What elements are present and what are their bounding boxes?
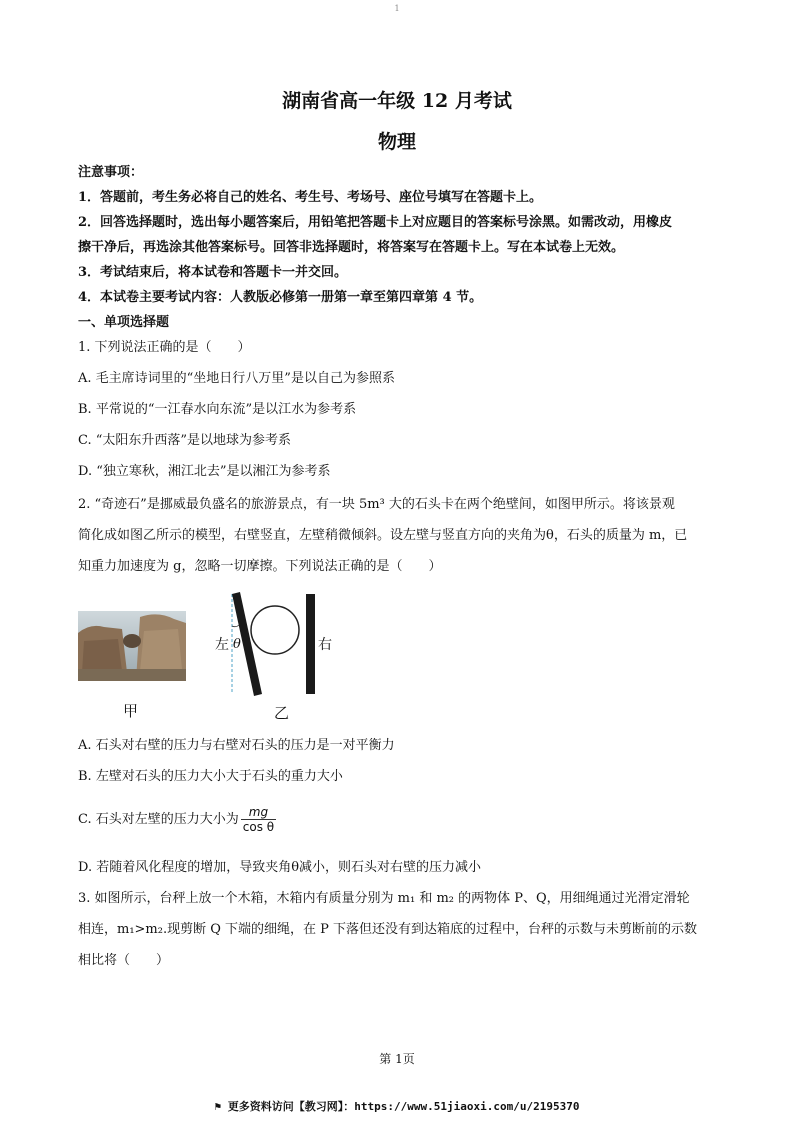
q1-option-c: C. “太阳东升西落”是以地球为参考系 <box>78 433 292 448</box>
figure-caption-jia: 甲 <box>123 702 139 720</box>
note-item: 4．本试卷主要考试内容：人教版必修第一册第一章至第四章第 4 节。 <box>78 290 483 305</box>
q2-option-d: D. 若随着风化程度的增加，导致夹角θ减小，则石头对右壁的压力减小 <box>78 860 482 875</box>
fraction-numerator: mg <box>241 805 276 820</box>
note-item: 1．答题前，考生务必将自己的姓名、考生号、考场号、座位号填写在答题卡上。 <box>78 190 543 205</box>
q2-option-a: A. 石头对右壁的压力与右壁对石头的压力是一对平衡力 <box>78 738 395 753</box>
q3-stem-line: 3. 如图所示，台秤上放一个木箱，木箱内有质量分别为 m₁ 和 m₂ 的两物体 P、Q，用细绳通过光滑定滑轮 <box>78 891 690 906</box>
notes-heading: 注意事项： <box>78 165 144 180</box>
q3-stem-line: 相连，m₁>m₂.现剪断 Q 下端的细绳，在 P 下落但还没有到达箱底的过程中，台秤的示数与未剪断前的示数 <box>78 922 698 937</box>
q3-stem-line: 相比将（ ） <box>78 953 170 968</box>
q2-figures <box>78 590 378 725</box>
fraction-mg-over-cos-theta <box>241 805 276 834</box>
exam-subject: 物理 <box>377 131 416 153</box>
page-number: 第 1页 <box>379 1052 415 1066</box>
question-1 <box>78 332 723 487</box>
q2-option-c-text: C. 石头对左壁的压力大小为 <box>78 812 239 827</box>
note-item: 3．考试结束后，将本试卷和答题卡一并交回。 <box>78 265 348 280</box>
figure-label-right: 右 <box>318 637 332 653</box>
angle-theta-label: θ <box>233 637 241 652</box>
q1-option-d: D. “独立寒秋，湘江北去”是以湘江为参考系 <box>78 464 331 479</box>
exam-title: 湖南省高一年级 12 月考试 <box>282 90 512 112</box>
flag-icon: ⚑ <box>214 1100 228 1113</box>
note-item: 2．回答选择题时，选出每小题答案后，用铅笔把答题卡上对应题目的答案标号涂黑。如需改动，用橡皮 <box>78 215 673 230</box>
section-heading: 一、单项选择题 <box>78 315 170 330</box>
q2-option-b: B. 左壁对石头的压力大小大于石头的重力大小 <box>78 769 343 784</box>
notes-block <box>78 160 723 335</box>
figure-caption-yi: 乙 <box>274 704 290 722</box>
question-2-stem <box>78 489 723 582</box>
rock-photo-jia <box>78 611 186 681</box>
note-item: 擦干净后，再选涂其他答案标号。回答非选择题时，将答案写在答题卡上。写在本试卷上无效。 <box>78 240 625 255</box>
question-3 <box>78 883 723 976</box>
fraction-denominator: cos θ <box>242 820 275 834</box>
q2-stem-line: 2. “奇迹石”是挪威最负盛名的旅游景点，有一块 5m³ 大的石头卡在两个绝壁间，如图甲所示。将该景观 <box>78 497 675 512</box>
promo-text: 更多资料访问【教习网】：https://www.51jiaoxi.com/u/2195370 <box>227 1100 580 1113</box>
q2-option-c <box>78 800 723 840</box>
promo-link[interactable] <box>0 1098 794 1114</box>
q2-option-d-row <box>78 852 723 883</box>
figure-label-left: 左 <box>215 637 229 653</box>
q2-stem-line: 简化成如图乙所示的模型，右壁竖直，左壁稍微倾斜。设左壁与竖直方向的夹角为θ，石头的质量为 m，已 <box>78 528 688 543</box>
q1-stem: 1. 下列说法正确的是（ ） <box>78 340 251 355</box>
question-2-options <box>78 730 723 792</box>
q1-option-b: B. 平常说的“一江春水向东流”是以江水为参考系 <box>78 402 357 417</box>
q1-option-a: A. 毛主席诗词里的“坐地日行八万里”是以自己为参照系 <box>78 371 395 386</box>
q2-stem-line: 知重力加速度为 g，忽略一切摩擦。下列说法正确的是（ ） <box>78 559 442 574</box>
page-top-mark: 1 <box>394 4 400 13</box>
